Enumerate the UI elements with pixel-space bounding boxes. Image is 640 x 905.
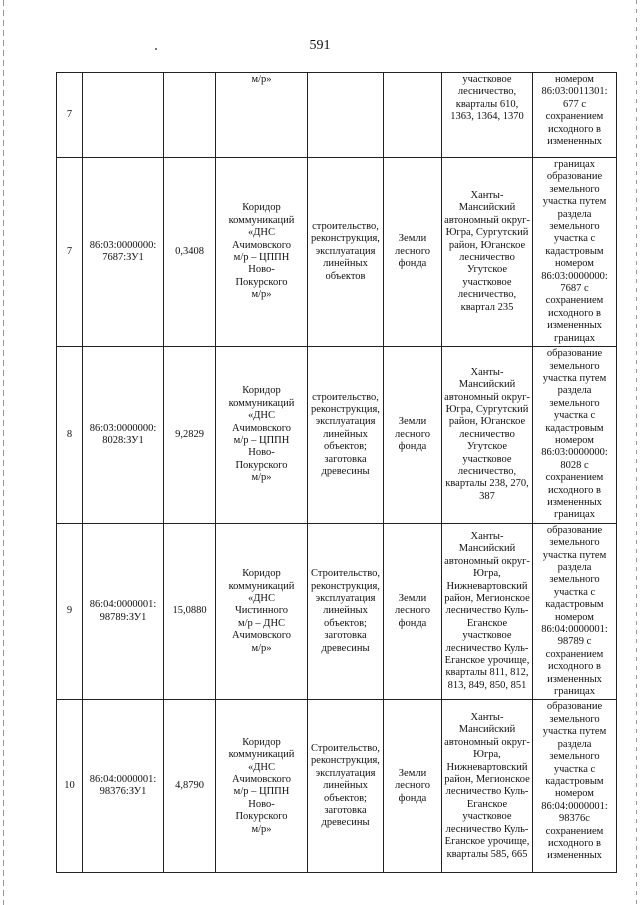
cell-location: Ханты- Мансийский автономный округ- Югра, Нижневартовский район, Мегионское лесничество Куль- Еганское участковое лесничество Куль- Еганское урочище, кварталы 811, 812, 813, 849, 850, 851	[442, 523, 533, 700]
cell-method: образование земельного участка путем раздела земельного участка с кадастровым номером 86:04:0000001: 98789 с сохранением исходного в измененных границах	[533, 523, 617, 700]
land-parcels-table	[56, 72, 617, 873]
cell-category: Земли лесного фонда	[384, 523, 442, 700]
table-row	[57, 523, 617, 700]
cell-object: Коридор коммуникаций «ДНС Чистинного м/р – ДНС Ачимовского м/р»	[216, 523, 308, 700]
page-number: 591	[309, 38, 331, 53]
cell-method: образование земельного участка путем раздела земельного участка с кадастровым номером 86:03:0000000: 8028 с сохранением исходного в измененных границах	[533, 347, 617, 524]
cell-object: Коридор коммуникаций «ДНС Ачимовского м/р – ЦППН Ново- Покурского м/р»	[216, 158, 308, 347]
cell-purpose: Строительство, реконструкция, эксплуатация линейных объектов; заготовка древесины	[308, 700, 384, 873]
table-row	[57, 73, 617, 158]
cell-area: 9,2829	[164, 347, 216, 524]
cell-cadastral: 86:03:0000000: 8028:ЗУ1	[83, 347, 164, 524]
cell-category: Земли лесного фонда	[384, 700, 442, 873]
cell-object: Коридор коммуникаций «ДНС Ачимовского м/р – ЦППН Ново- Покурского м/р»	[216, 347, 308, 524]
table-body	[57, 73, 617, 873]
cell-num: 10	[57, 700, 83, 873]
scan-right-edge	[636, 0, 637, 905]
cell-location: Ханты- Мансийский автономный округ- Югра, Сургутский район, Юганское лесничество Угутское участковое лесничество, кварталы 238, 270, 387	[442, 347, 533, 524]
cell-area: 0,3408	[164, 158, 216, 347]
table-row	[57, 347, 617, 524]
cell-object: м/р»	[216, 73, 308, 158]
table-row	[57, 700, 617, 873]
cell-cadastral: 86:04:0000001: 98376:ЗУ1	[83, 700, 164, 873]
cell-num: 7	[57, 158, 83, 347]
cell-purpose: строительство, реконструкция, эксплуатация линейных объектов	[308, 158, 384, 347]
cell-location: Ханты- Мансийский автономный округ- Югра, Нижневартовский район, Мегионское лесничество Куль- Еганское участковое лесничество Куль- Еганское урочище, кварталы 585, 665	[442, 700, 533, 873]
cell-num: 7	[57, 73, 83, 158]
cell-num: 8	[57, 347, 83, 524]
table-row	[57, 158, 617, 347]
cell-cadastral	[83, 73, 164, 158]
scan-left-edge	[3, 0, 4, 905]
cell-category: Земли лесного фонда	[384, 158, 442, 347]
cell-category: Земли лесного фонда	[384, 347, 442, 524]
cell-method: номером 86:03:0011301: 677 с сохранением исходного в измененных	[533, 73, 617, 158]
cell-num: 9	[57, 523, 83, 700]
cell-purpose: Строительство, реконструкция, эксплуатация линейных объектов; заготовка древесины	[308, 523, 384, 700]
cell-purpose	[308, 73, 384, 158]
cell-purpose: строительство, реконструкция, эксплуатация линейных объектов; заготовка древесины	[308, 347, 384, 524]
cell-location: участковое лесничество, кварталы 610, 1363, 1364, 1370	[442, 73, 533, 158]
cell-category	[384, 73, 442, 158]
cell-method: образование земельного участка путем раздела земельного участка с кадастровым номером 86:04:0000001: 98376с сохранением исходного в измененных	[533, 700, 617, 873]
cell-cadastral: 86:03:0000000: 7687:ЗУ1	[83, 158, 164, 347]
cell-object: Коридор коммуникаций «ДНС Ачимовского м/р – ЦППН Ново- Покурского м/р»	[216, 700, 308, 873]
cell-area: 4,8790	[164, 700, 216, 873]
cell-cadastral: 86:04:0000001: 98789:ЗУ1	[83, 523, 164, 700]
cell-area: 15,0880	[164, 523, 216, 700]
cell-location: Ханты- Мансийский автономный округ- Югра, Сургутский район, Юганское лесничество Угутское участковое лесничество, квартал 235	[442, 158, 533, 347]
cell-area	[164, 73, 216, 158]
cell-method: границах образование земельного участка путем раздела земельного участка с кадастровым номером 86:03:0000000: 7687 с сохранением исходного в измененных границах	[533, 158, 617, 347]
